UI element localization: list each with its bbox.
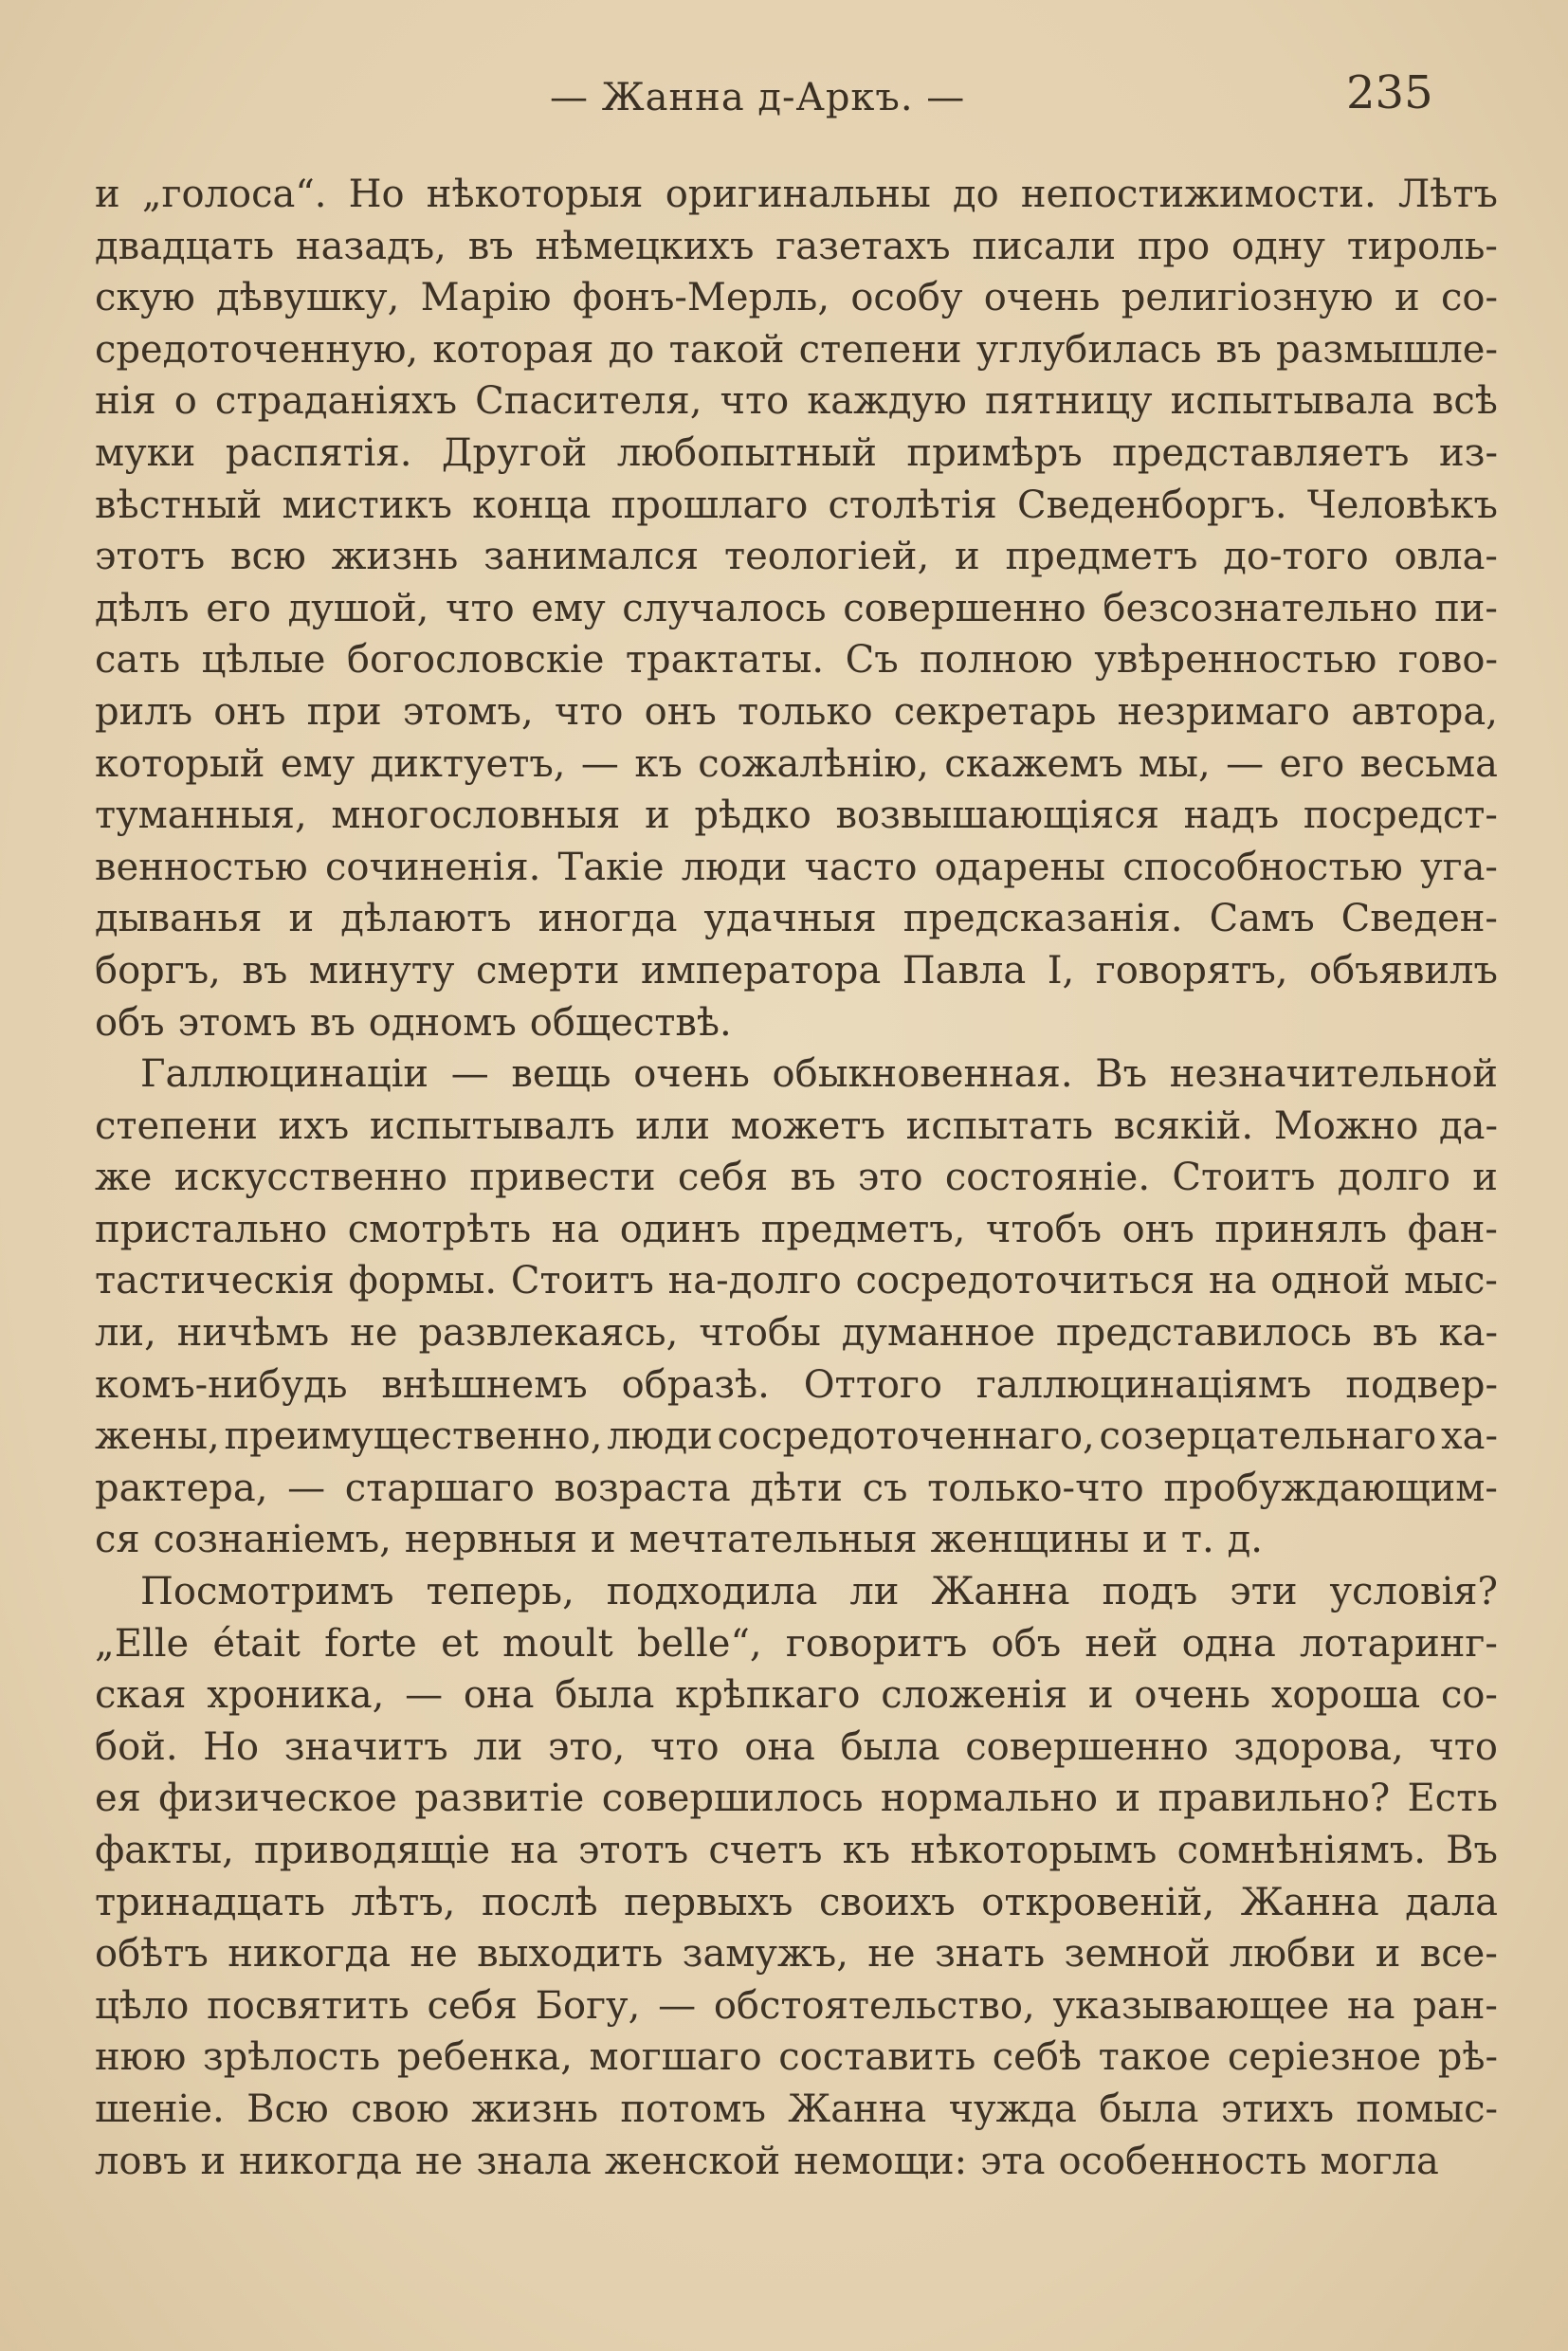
text-line: цѣло посвятить себя Богу, — обстоятельство, указывающее на ран- — [95, 1983, 1498, 2028]
text-line: шеніе. Всю свою жизнь потомъ Жанна чужда была этихъ помыс- — [95, 2087, 1498, 2131]
text-line: скую дѣвушку, Марію фонъ-Мерль, особу очень религіозную и со- — [95, 276, 1498, 320]
text-line: венностью сочиненія. Такіе люди часто одарены способностью уга- — [95, 845, 1498, 889]
text-line: средоточенную, которая до такой степени углубилась въ размышле- — [95, 327, 1498, 372]
text-line: комъ-нибудь внѣшнемъ образѣ. Оттого галлюцинаціямъ подвер- — [95, 1362, 1498, 1407]
text-line: который ему диктуетъ, — къ сожалѣнію, скажемъ мы, — его весьма — [95, 741, 1498, 786]
running-title: — Жанна д-Аркъ. — — [550, 76, 966, 119]
text-line: степени ихъ испытывалъ или можетъ испытать всякій. Можно да- — [95, 1103, 1498, 1148]
text-line: обѣтъ никогда не выходить замужъ, не знать земной любви и все- — [95, 1932, 1498, 1977]
text-line: дыванья и дѣлаютъ иногда удачныя предсказанія. Самъ Сведен- — [95, 897, 1498, 941]
text-line: объ этомъ въ одномъ обществѣ. — [95, 1000, 732, 1045]
text-line: рактера, — старшаго возраста дѣти съ только-что пробуждающим- — [95, 1466, 1498, 1510]
text-line: же искусственно привести себя въ это состояніе. Стоитъ долго и — [95, 1156, 1498, 1200]
page-header — [95, 66, 1498, 133]
text-line: ловъ и никогда не знала женской немощи: эта особенность могла — [95, 2139, 1439, 2183]
text-line: тринадцать лѣтъ, послѣ первыхъ своихъ откровеній, Жанна дала — [95, 1880, 1498, 1924]
text-line: двадцать назадъ, въ нѣмецкихъ газетахъ писали про одну тироль- — [95, 224, 1498, 268]
page-number: 235 — [1346, 66, 1433, 119]
text-line: ли, ничѣмъ не развлекаясь, чтобы думанное представилось въ ка- — [95, 1311, 1498, 1356]
text-line: этотъ всю жизнь занимался теологіей, и предметъ до-того овла- — [95, 535, 1498, 579]
text-line: ея физическое развитіе совершилось нормально и правильно? Есть — [95, 1777, 1498, 1821]
text-line: „Elle était forte et moult belle“, говоритъ объ ней одна лотаринг- — [95, 1621, 1498, 1666]
text-line: рилъ онъ при этомъ, что онъ только секретарь незримаго автора, — [95, 689, 1498, 734]
text-line: и „голоса“. Но нѣкоторыя оригинальны до непостижимости. Лѣтъ — [95, 173, 1498, 216]
text-line: жены, преимущественно, люди сосредоточеннаго, созерцательнаго ха- — [95, 1414, 1498, 1459]
text-line: вѣстный мистикъ конца прошлаго столѣтія Сведенборгъ. Человѣкъ — [95, 483, 1498, 527]
text-line: тастическія формы. Стоитъ на-долго сосредоточиться на одной мыс- — [95, 1259, 1498, 1303]
text-line: пристально смотрѣть на одинъ предметъ, чтобъ онъ принялъ фан- — [95, 1207, 1498, 1251]
text-line: муки распятія. Другой любопытный примѣръ представляетъ из- — [95, 430, 1498, 475]
text-line: Галлюцинаціи — вещь очень обыкновенная. Въ незначительной — [140, 1052, 1498, 1097]
text-line: туманныя, многословныя и рѣдко возвышающіяся надъ посредст- — [95, 793, 1498, 838]
text-line: нія о страданіяхъ Спасителя, что каждую пятницу испытывала всѣ — [95, 379, 1498, 424]
text-line: сать цѣлые богословскіе трактаты. Съ полною увѣренностью гово- — [95, 638, 1498, 683]
text-line: боргъ, въ минуту смерти императора Павла I, говорятъ, объявилъ — [95, 948, 1498, 993]
text-line: факты, приводящіе на этотъ счетъ къ нѣкоторымъ сомнѣніямъ. Въ — [95, 1829, 1498, 1872]
text-line: бой. Но значитъ ли это, что она была совершенно здорова, что — [95, 1724, 1498, 1769]
body-text — [95, 169, 1498, 2187]
text-line: Посмотримъ теперь, подходила ли Жанна подъ эти условія? — [140, 1570, 1498, 1614]
text-line: дѣлъ его душой, что ему случалось совершенно безсознательно пи- — [95, 586, 1498, 630]
text-line: ся сознаніемъ, нервныя и мечтательныя женщины и т. д. — [95, 1518, 1263, 1562]
text-line: ская хроника, — она была крѣпкаго сложенія и очень хороша со- — [95, 1673, 1498, 1718]
text-line: нюю зрѣлость ребенка, могшаго составить себѣ такое серіезное рѣ- — [95, 2035, 1498, 2080]
